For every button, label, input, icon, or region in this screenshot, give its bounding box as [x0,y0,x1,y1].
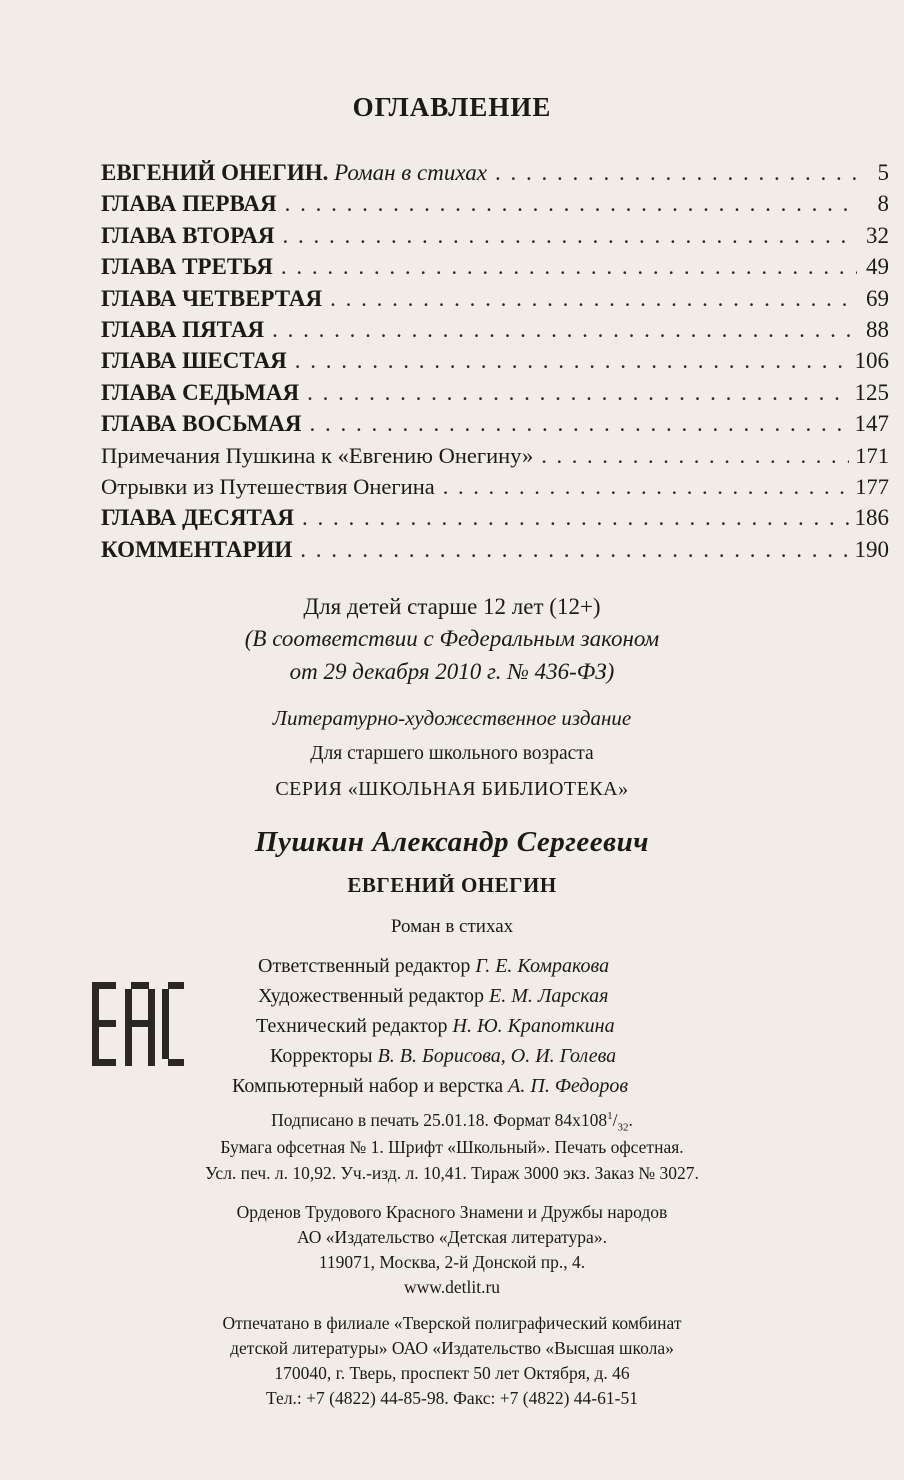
toc-page-number: 49 [866,254,889,280]
publisher-line: АО «Издательство «Детская литература». [297,1227,607,1247]
printer-line: детской литературы» ОАО «Издательство «Высшая школа» [230,1338,674,1358]
print-run-line: Усл. печ. л. 10,92. Уч.-изд. л. 10,41. Тираж 3000 экз. Заказ № 3027. [205,1163,699,1183]
toc-leader-dots [272,317,857,343]
toc-entry [101,443,889,474]
credit-role: Корректоры [270,1045,373,1067]
law-reference-line-2: от 29 декабря 2010 г. № 436-ФЗ) [289,659,615,684]
series-name: СЕРИЯ «ШКОЛЬНАЯ БИБЛИОТЕКА» [275,778,629,800]
credit-role: Художественный редактор [258,985,484,1007]
toc-entry-label: ГЛАВА ТРЕТЬЯ [101,254,273,280]
credit-line [0,955,904,985]
toc-leader-dots [307,380,848,406]
credits-block [0,955,904,1105]
credit-line [0,1015,904,1045]
toc-page-number: 8 [877,191,889,217]
printer-line: 170040, г. Тверь, проспект 50 лет Октября, д. 46 [274,1363,630,1383]
toc-entry-subtitle: Роман в стихах [334,160,487,185]
toc-leader-dots [300,537,848,563]
toc-leader-dots [282,223,857,249]
toc-entry-label: ГЛАВА ЧЕТВЕРТАЯ [101,285,323,311]
toc-page-number: 106 [854,348,889,374]
print-format-line: Подписано в печать 25.01.18. Формат $84x108^1/_{32}$. [271,1110,633,1134]
toc-page-number: 69 [866,285,889,311]
toc-page-number: 147 [854,411,889,437]
toc-entry [101,474,889,505]
toc-entry-label: Отрывки из Путешествия Онегина [101,473,435,499]
toc-entry-label: ЕВГЕНИЙ ОНЕГИН. Роман в стихах [101,160,487,185]
book-subtitle: Роман в стихах [390,916,514,937]
toc-entry-label: ГЛАВА ВТОРАЯ [101,222,275,248]
toc-entry-label: ГЛАВА ШЕСТАЯ [101,348,287,374]
toc-entry-label: ГЛАВА ДЕСЯТАЯ [101,505,294,531]
toc-entry [101,348,889,379]
credit-line [0,1045,904,1075]
toc-page-number: 88 [866,316,889,342]
printer-line: Отпечатано в филиале «Тверской полиграфический комбинат [222,1313,682,1333]
credit-person: А. П. Федоров [508,1075,629,1097]
credit-line [0,985,904,1015]
toc-page-number: 171 [855,442,889,468]
table-of-contents [101,160,889,568]
credit-role: Технический редактор [256,1015,448,1037]
credit-person: Г. Е. Комракова [475,955,610,977]
toc-entry [101,537,889,568]
toc-page-number: 5 [877,160,889,185]
publisher-line: 119071, Москва, 2-й Донской пр., 4. [318,1252,586,1272]
toc-entry [101,223,889,254]
toc-entry [101,317,889,348]
publisher-line: Орденов Трудового Красного Знамени и Дружбы народов [236,1202,668,1222]
toc-entry-label: Примечания Пушкина к «Евгению Онегину» [101,442,534,468]
edition-kind: Литературно-художественное издание [272,706,632,730]
book-title: ЕВГЕНИЙ ОНЕГИН [347,873,557,897]
credit-person: Е. М. Ларская [489,985,609,1007]
toc-entry [101,160,889,191]
toc-leader-dots [330,286,857,312]
author-name: Пушкин Александр Сергеевич [255,826,649,858]
credit-role: Ответственный редактор [258,955,471,977]
toc-entry [101,254,889,285]
credit-role: Компьютерный набор и верстка [232,1075,504,1097]
toc-entry-label: ГЛАВА СЕДЬМАЯ [101,379,300,405]
toc-entry-label: ГЛАВА ВОСЬМАЯ [101,411,302,437]
credit-line [0,1075,904,1105]
toc-page-number: 32 [866,222,889,248]
law-reference-line-1: (В соответствии с Федеральным законом [244,626,660,651]
age-rating: Для детей старше 12 лет (12+) [303,594,601,619]
school-age: Для старшего школьного возраста [310,743,594,764]
toc-entry [101,191,889,222]
toc-leader-dots [285,191,857,217]
toc-entry [101,286,889,317]
toc-page-number: 186 [854,505,889,531]
paper-font-line: Бумага офсетная № 1. Шрифт «Школьный». Печать офсетная. [220,1137,684,1157]
toc-title: ОГЛАВЛЕНИЕ [352,92,552,122]
toc-leader-dots [281,254,857,280]
toc-leader-dots [310,411,849,437]
credit-person: В. В. Борисова, О. И. Голева [377,1045,617,1067]
toc-leader-dots [295,348,849,374]
toc-page-number: 177 [855,473,889,499]
printer-line: Тел.: +7 (4822) 44-85-98. Факс: +7 (4822) 44-61-51 [266,1388,638,1408]
toc-leader-dots [541,443,849,469]
publisher-website: www.detlit.ru [403,1277,501,1297]
toc-leader-dots [495,160,857,186]
toc-leader-dots [443,474,850,500]
credit-person: Н. Ю. Крапоткина [452,1015,615,1037]
toc-page-number: 125 [854,379,889,405]
toc-page-number: 190 [854,536,889,562]
toc-leader-dots [302,505,849,531]
toc-entry-label: ГЛАВА ПЯТАЯ [101,316,265,342]
toc-entry [101,411,889,442]
toc-entry [101,505,889,536]
toc-entry-label: КОММЕНТАРИИ [101,536,293,562]
toc-entry [101,380,889,411]
toc-entry-label: ГЛАВА ПЕРВАЯ [101,191,277,217]
